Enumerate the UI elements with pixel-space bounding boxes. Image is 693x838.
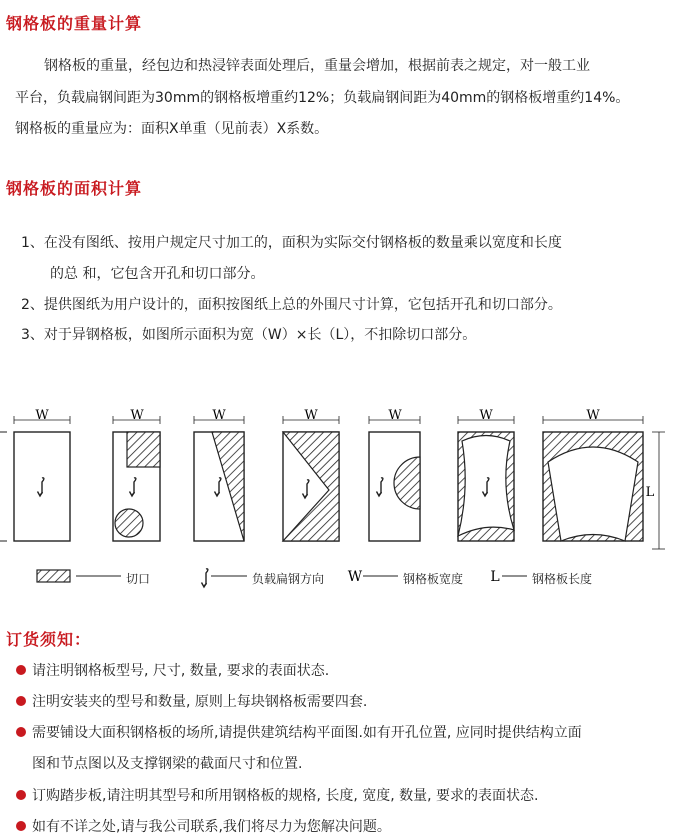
- legend-length-label: 钢格板长度: [532, 572, 593, 586]
- order-item-3-cont: 图和节点图以及支撑钢梁的截面尺寸和位置.: [32, 756, 303, 772]
- l-label: L: [645, 485, 655, 500]
- w-label-4: W: [304, 408, 318, 423]
- weight-heading: 钢格板的重量计算: [6, 14, 143, 33]
- bullet-icon: [16, 727, 26, 737]
- w-label-5: W: [388, 408, 402, 423]
- legend-w-symbol: W: [347, 569, 363, 585]
- order-item-2: 注明安装夹的型号和数量, 原则上每块钢格板需要四套.: [16, 691, 367, 711]
- order-heading: 订货须知：: [6, 630, 92, 649]
- legend-direction-label: 负载扁钢方向: [252, 572, 325, 586]
- order-item-3: 需要铺设大面积钢格板的场所,请提供建筑结构平面图.如有开孔位置, 应同时提供结构立面: [16, 722, 582, 742]
- weight-line-1: 钢格板的重量，经包边和热浸锌表面处理后，重量会增加，根据前表之规定，对一般工业: [44, 58, 590, 74]
- w-label-3: W: [212, 408, 226, 423]
- legend-direction-icon: [202, 569, 208, 587]
- area-line-4: 3、对于异钢格板，如图所示面积为宽（W）×长（L），不扣除切口部分。: [21, 327, 477, 343]
- shape-semicircle-cut: [369, 408, 420, 541]
- order-item-5: 如有不详之处,请与我公司联系,我们将尽力为您解决问题。: [16, 816, 391, 836]
- shape-triangle-cut: [283, 408, 339, 541]
- w-label-6: W: [479, 408, 493, 423]
- legend-cut-label: 切口: [126, 572, 151, 586]
- bullet-icon: [16, 696, 26, 706]
- area-heading: 钢格板的面积计算: [6, 179, 143, 198]
- legend-width-label: 钢格板宽度: [403, 572, 464, 586]
- bullet-icon: [16, 665, 26, 675]
- area-line-1: 1、在没有图纸、按用户规定尺寸加工的，面积为实际交付钢格板的数量乘以宽度和长度: [21, 235, 562, 251]
- shape-arched-sector: [543, 408, 665, 549]
- shape-diagonal-cut: [194, 408, 244, 541]
- weight-line-2: 平台，负载扁钢间距为30mm的钢格板增重约12%；负载扁钢间距为40mm的钢格板增重约14%。: [15, 90, 630, 106]
- w-label-7: W: [586, 408, 600, 423]
- shape-corner-cut-and-hole: [113, 408, 160, 541]
- area-line-3: 2、提供图纸为用户设计的，面积按图纸上总的外围尺寸计算，它包括开孔和切口部分。: [21, 297, 562, 313]
- shape-curved-sides: [458, 408, 514, 541]
- legend-l-symbol: L: [490, 569, 500, 585]
- shape-plain-rectangle: [14, 408, 70, 541]
- order-item-4: 订购踏步板,请注明其型号和所用钢格板的规格, 长度, 宽度, 数量, 要求的表面状态.: [16, 785, 539, 805]
- w-label-1: W: [35, 408, 49, 423]
- legend-cut-swatch: [37, 570, 70, 582]
- bullet-icon: [16, 790, 26, 800]
- weight-line-3: 钢格板的重量应为：面积X单重（见前表）X系数。: [15, 121, 329, 137]
- bullet-icon: [16, 821, 26, 831]
- w-label-2: W: [130, 408, 144, 423]
- order-item-1: 请注明钢格板型号, 尺寸, 数量, 要求的表面状态.: [16, 660, 329, 680]
- grating-shapes-diagram: [0, 395, 693, 595]
- area-line-2: 的总 和，它包含开孔和切口部分。: [50, 266, 265, 282]
